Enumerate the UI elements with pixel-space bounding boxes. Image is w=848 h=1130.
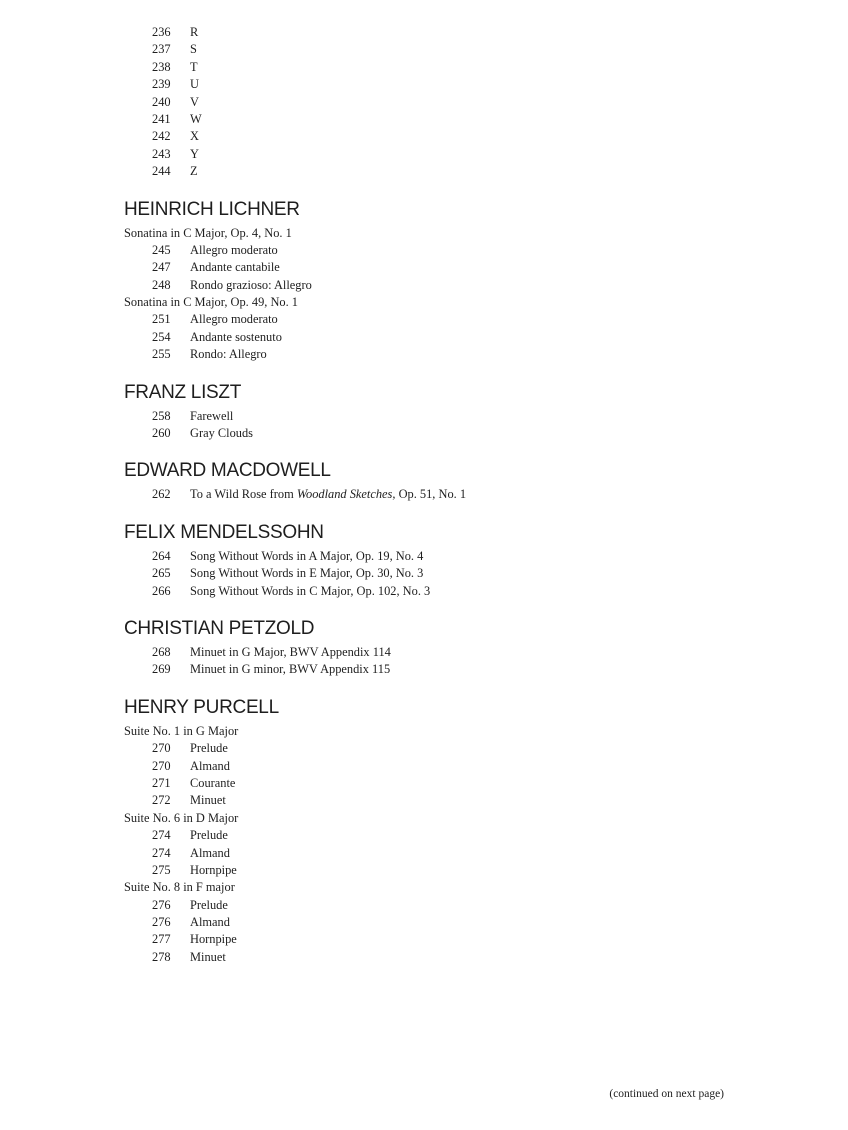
piece-title: R	[190, 25, 199, 39]
page-number: 260	[152, 426, 171, 441]
piece-title: Minuet in G Major, BWV Appendix 114	[190, 644, 391, 659]
page-number: 274	[152, 845, 171, 860]
contents-entry	[124, 583, 744, 600]
page-number: 247	[152, 260, 171, 275]
piece-title: U	[190, 77, 199, 92]
page-number: 240	[152, 94, 171, 109]
alphabet-entries	[124, 24, 744, 181]
page-number: 237	[152, 42, 171, 57]
page-number: 274	[152, 828, 171, 843]
piece-title: Song Without Words in C Major, Op. 102, No. 3	[190, 583, 431, 598]
contents-entry	[124, 346, 744, 363]
composer-section-petzold	[124, 618, 744, 679]
piece-title	[190, 486, 466, 503]
contents-entry	[124, 76, 744, 93]
contents-entry	[124, 565, 744, 582]
page-number: 251	[152, 312, 171, 327]
contents-entry	[124, 644, 744, 661]
piece-title: Minuet in G minor, BWV Appendix 115	[190, 662, 391, 677]
page-number: 254	[152, 329, 171, 344]
piece-title: Almand	[190, 915, 230, 930]
composer-heading: FRANZ LISZT	[124, 381, 242, 403]
page-number: 278	[152, 949, 171, 964]
piece-title: Andante cantabile	[190, 260, 280, 275]
piece-title: W	[190, 111, 202, 126]
piece-title: Almand	[190, 845, 230, 860]
page-number: 272	[152, 793, 171, 808]
contents-entry	[124, 329, 744, 346]
contents-entry	[124, 311, 744, 328]
piece-title: Farewell	[190, 408, 234, 423]
contents-entry	[124, 740, 744, 757]
page-number: 270	[152, 741, 171, 756]
piece-title: Gray Clouds	[190, 426, 253, 441]
piece-title: T	[190, 59, 198, 74]
page-number: 271	[152, 775, 171, 790]
piece-title: V	[190, 94, 199, 109]
page-number: 239	[152, 77, 171, 92]
contents-entry	[124, 24, 744, 41]
work-title: Suite No. 1 in G Major	[124, 723, 239, 738]
page-number: 242	[152, 129, 171, 144]
contents-entry	[124, 41, 744, 58]
composer-heading: HENRY PURCELL	[124, 696, 279, 718]
composer-heading: EDWARD MACDOWELL	[124, 460, 331, 482]
composer-section-mendelssohn	[124, 522, 744, 600]
composer-section-purcell	[124, 697, 744, 966]
contents-entry	[124, 408, 744, 425]
contents-entry	[124, 277, 744, 294]
composer-section-lichner	[124, 199, 744, 364]
page-number: 244	[152, 164, 171, 179]
page-number: 276	[152, 915, 171, 930]
page-number: 241	[152, 111, 171, 126]
contents-entry	[124, 242, 744, 259]
piece-title: Andante sostenuto	[190, 329, 282, 344]
piece-title: Song Without Words in A Major, Op. 19, No. 4	[190, 548, 424, 563]
piece-title: Rondo grazioso: Allegro	[190, 277, 312, 292]
piece-title: X	[190, 129, 199, 144]
composer-heading: CHRISTIAN PETZOLD	[124, 617, 315, 639]
piece-title: Y	[190, 146, 199, 161]
work-title: Sonatina in C Major, Op. 49, No. 1	[124, 295, 298, 310]
page-number: 258	[152, 408, 171, 423]
page-number: 265	[152, 566, 171, 581]
contents-entry	[124, 59, 744, 76]
contents-entry	[124, 94, 744, 111]
contents-entry	[124, 845, 744, 862]
piece-title: Song Without Words in E Major, Op. 30, No. 3	[190, 566, 424, 581]
piece-title: Prelude	[190, 828, 228, 843]
composer-section-liszt	[124, 382, 744, 443]
piece-title: Minuet	[190, 793, 226, 808]
piece-title: S	[190, 42, 197, 57]
piece-title: Allegro moderato	[190, 312, 278, 327]
work-title: Suite No. 8 in F major	[124, 880, 235, 895]
contents-entry	[124, 128, 744, 145]
page-number: 238	[152, 59, 171, 74]
page-number: 262	[152, 487, 171, 502]
page-number: 277	[152, 932, 171, 947]
contents-entry	[124, 163, 744, 180]
contents-entry	[124, 792, 744, 809]
contents-entry	[124, 548, 744, 565]
contents-entry	[124, 931, 744, 948]
piece-title-italic: Woodland Sketches,	[296, 487, 396, 502]
piece-title: Almand	[190, 758, 230, 773]
piece-title: Prelude	[190, 741, 228, 756]
work-title: Sonatina in C Major, Op. 4, No. 1	[124, 225, 292, 240]
composer-heading: HEINRICH LICHNER	[124, 198, 300, 220]
contents-list	[124, 24, 744, 966]
contents-entry	[124, 827, 744, 844]
page-number: 270	[152, 758, 171, 773]
continued-note: (continued on next page)	[609, 1088, 724, 1100]
page-number: 248	[152, 277, 171, 292]
piece-title: Hornpipe	[190, 932, 237, 947]
contents-entry	[124, 949, 744, 966]
contents-entry	[124, 897, 744, 914]
contents-entry	[124, 146, 744, 163]
page-number: 276	[152, 897, 171, 912]
page-number: 268	[152, 644, 171, 659]
page-number: 269	[152, 662, 171, 677]
piece-title: Minuet	[190, 949, 226, 964]
page-number: 243	[152, 146, 171, 161]
piece-title: Hornpipe	[190, 862, 237, 877]
piece-title: Z	[190, 164, 198, 179]
page-number: 255	[152, 347, 171, 362]
page-number: 266	[152, 583, 171, 598]
contents-entry	[124, 425, 744, 442]
piece-title: Prelude	[190, 897, 228, 912]
contents-entry	[124, 111, 744, 128]
piece-title-prefix: To a Wild Rose from	[190, 487, 297, 502]
contents-entry	[124, 486, 744, 503]
contents-entry	[124, 661, 744, 678]
page-number: 275	[152, 862, 171, 877]
piece-title: Allegro moderato	[190, 242, 278, 257]
work-title: Suite No. 6 in D Major	[124, 810, 239, 825]
contents-entry	[124, 862, 744, 879]
contents-entry	[124, 758, 744, 775]
contents-entry	[124, 775, 744, 792]
piece-title-suffix: Op. 51, No. 1	[395, 487, 467, 502]
piece-title: Rondo: Allegro	[190, 347, 267, 362]
piece-title: Courante	[190, 775, 236, 790]
composer-heading: FELIX MENDELSSOHN	[124, 521, 324, 543]
page-number: 264	[152, 548, 171, 563]
page-number: 236	[152, 25, 171, 39]
contents-entry	[124, 914, 744, 931]
contents-entry	[124, 259, 744, 276]
page-number: 245	[152, 242, 171, 257]
composer-section-macdowell	[124, 460, 744, 503]
